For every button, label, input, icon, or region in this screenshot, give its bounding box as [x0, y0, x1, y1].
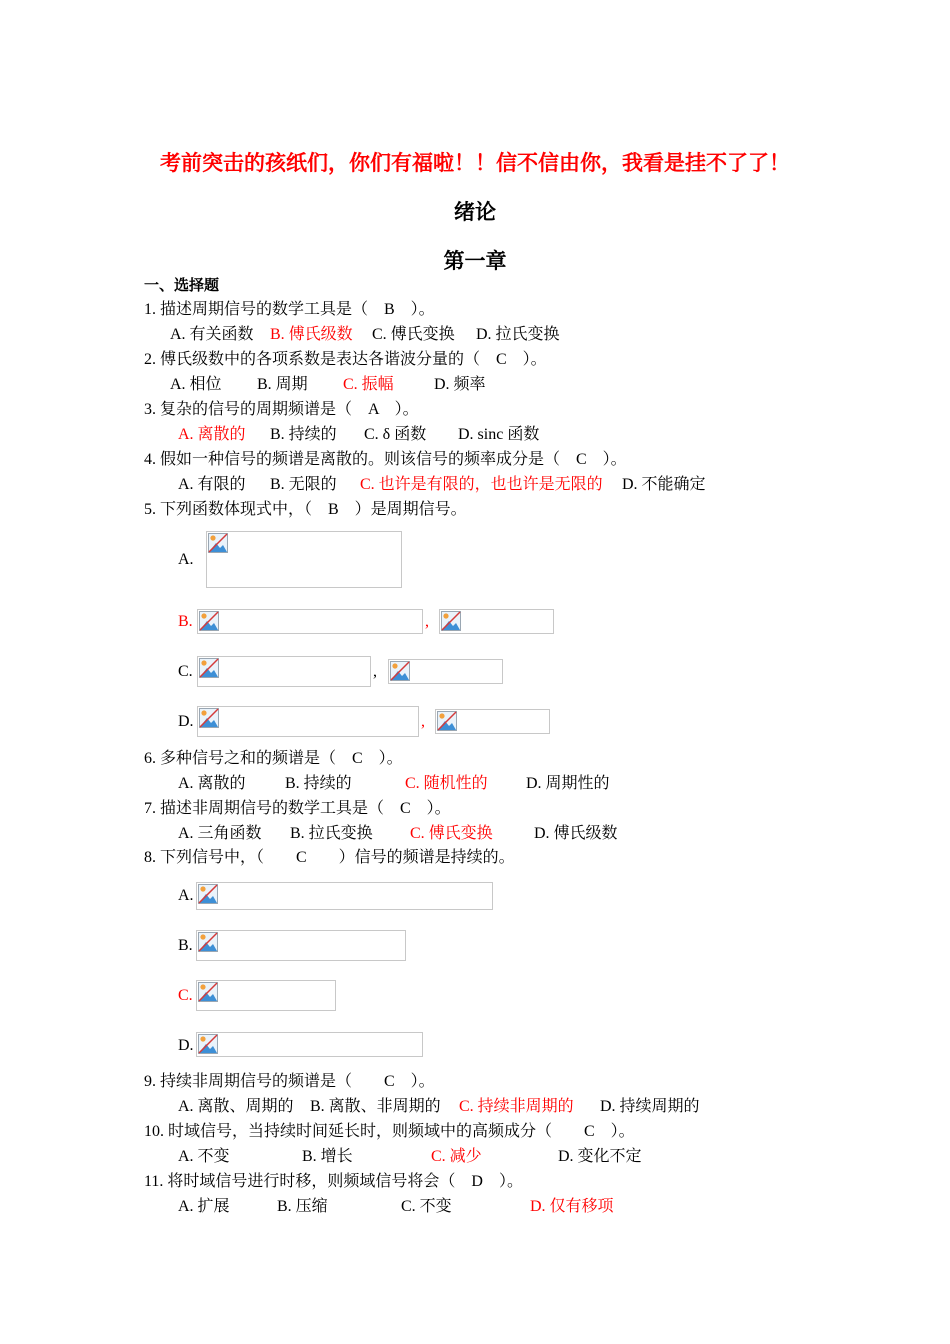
- option-4c-answer: C. 也许是有限的，也也许是无限的: [360, 476, 603, 493]
- option-5a: A.: [178, 551, 194, 568]
- option-4b: B. 无限的: [270, 476, 337, 493]
- option-1b-answer: B. 傅氏级数: [270, 326, 353, 343]
- question-5: 5. 下列函数体现式中，（ B ）是周期信号。: [144, 501, 467, 518]
- question-7: 7. 描述非周期信号的数学工具是（ C ）。: [144, 800, 451, 817]
- option-7a: A. 三角函数: [178, 825, 262, 842]
- question-8: 8. 下列信号中，（ C ）信号的频谱是持续的。: [144, 849, 515, 866]
- option-9c-answer: C. 持续非周期的: [459, 1098, 574, 1115]
- option-10c-answer: C. 减少: [431, 1148, 482, 1165]
- option-2b: B. 周期: [257, 376, 308, 393]
- option-9a: A. 离散、周期的: [178, 1098, 294, 1115]
- option-1c: C. 傅氏变换: [372, 326, 455, 343]
- option-9d: D. 持续周期的: [600, 1098, 700, 1115]
- question-4: 4. 假如一种信号的频谱是离散的。则该信号的频率成分是（ C ）。: [144, 451, 627, 468]
- banner-text: 考前突击的孩纸们，你们有福啦！！信不信由你，我看是挂不了了！: [160, 151, 790, 175]
- broken-image-icon: [199, 708, 219, 728]
- formula-image-5d-2: [435, 709, 550, 734]
- option-8d: D.: [178, 1037, 194, 1054]
- option-4a: A. 有限的: [178, 476, 246, 493]
- formula-image-5a: [206, 531, 402, 588]
- broken-image-icon: [198, 884, 218, 904]
- option-10a: A. 不变: [178, 1148, 230, 1165]
- broken-image-icon: [198, 982, 218, 1002]
- option-10d: D. 变化不定: [558, 1148, 642, 1165]
- option-11b: B. 压缩: [277, 1198, 328, 1215]
- formula-image-5b-1: [197, 609, 423, 634]
- option-3b: B. 持续的: [270, 426, 337, 443]
- formula-image-8c: [196, 980, 336, 1011]
- formula-image-8d: [196, 1032, 423, 1057]
- separator-5c: ,: [373, 663, 377, 680]
- option-7b: B. 拉氏变换: [290, 825, 373, 842]
- option-8c-answer: C.: [178, 987, 193, 1004]
- broken-image-icon: [199, 611, 219, 631]
- broken-image-icon: [441, 611, 461, 631]
- option-6d: D. 周期性的: [526, 775, 610, 792]
- broken-image-icon: [208, 533, 228, 553]
- question-6: 6. 多种信号之和的频谱是（ C ）。: [144, 750, 403, 767]
- formula-image-5b-2: [439, 609, 554, 634]
- option-1a: A. 有关函数: [170, 326, 254, 343]
- question-2: 2. 傅氏级数中的各项系数是表达各谐波分量的（ C ）。: [144, 351, 547, 368]
- option-6a: A. 离散的: [178, 775, 246, 792]
- formula-image-5c-1: [197, 656, 371, 687]
- option-3d: D. sinc 函数: [458, 426, 540, 443]
- heading-intro: 绪论: [454, 200, 496, 224]
- option-8b: B.: [178, 937, 193, 954]
- option-6b: B. 持续的: [285, 775, 352, 792]
- option-3a-answer: A. 离散的: [178, 426, 246, 443]
- broken-image-icon: [199, 658, 219, 678]
- formula-image-5d-1: [197, 706, 419, 737]
- question-1: 1. 描述周期信号的数学工具是（ B ）。: [144, 301, 435, 318]
- option-5b-answer: B.: [178, 613, 193, 630]
- option-7c-answer: C. 傅氏变换: [410, 825, 493, 842]
- heading-chapter: 第一章: [443, 249, 507, 273]
- option-11c: C. 不变: [401, 1198, 452, 1215]
- separator-5d: ,: [421, 713, 425, 730]
- option-5d: D.: [178, 713, 194, 730]
- option-5c: C.: [178, 663, 193, 680]
- broken-image-icon: [198, 932, 218, 952]
- formula-image-8a: [196, 882, 493, 910]
- option-1d: D. 拉氏变换: [476, 326, 560, 343]
- option-11d-answer: D. 仅有移项: [530, 1198, 614, 1215]
- question-9: 9. 持续非周期信号的频谱是（ C ）。: [144, 1073, 435, 1090]
- section-title: 一、选择题: [144, 278, 220, 294]
- separator-5b: ,: [425, 613, 429, 630]
- option-8a: A.: [178, 887, 194, 904]
- option-9b: B. 离散、非周期的: [310, 1098, 441, 1115]
- question-10: 10. 时域信号，当持续时间延长时，则频域中的高频成分（ C ）。: [144, 1123, 635, 1140]
- question-3: 3. 复杂的信号的周期频谱是（ A ）。: [144, 401, 419, 418]
- option-10b: B. 增长: [302, 1148, 353, 1165]
- broken-image-icon: [198, 1034, 218, 1054]
- broken-image-icon: [390, 661, 410, 681]
- formula-image-5c-2: [388, 659, 503, 684]
- question-11: 11. 将时域信号进行时移，则频域信号将会（ D ）。: [144, 1173, 523, 1190]
- formula-image-8b: [196, 930, 406, 961]
- option-11a: A. 扩展: [178, 1198, 230, 1215]
- broken-image-icon: [437, 711, 457, 731]
- option-2c-answer: C. 振幅: [343, 376, 394, 393]
- option-6c-answer: C. 随机性的: [405, 775, 488, 792]
- option-3c: C. δ 函数: [364, 426, 427, 443]
- option-7d: D. 傅氏级数: [534, 825, 618, 842]
- option-2d: D. 频率: [434, 376, 486, 393]
- option-2a: A. 相位: [170, 376, 222, 393]
- option-4d: D. 不能确定: [622, 476, 706, 493]
